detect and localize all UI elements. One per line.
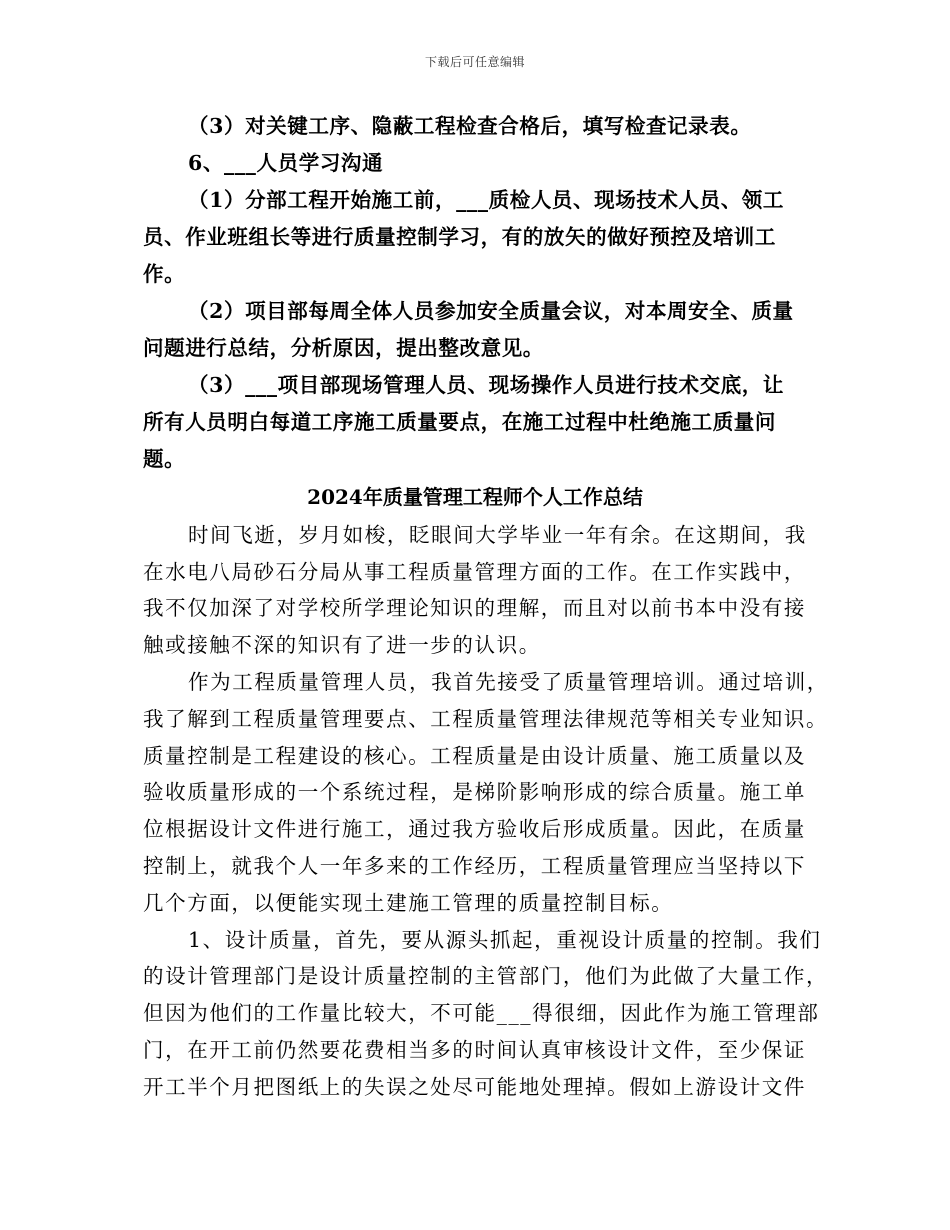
text-line: 触或接触不深的知识有了进一步的认识。 bbox=[143, 633, 541, 657]
text-line: 开工半个月把图纸上的失误之处尽可能地处理掉。假如上游设计文件 bbox=[143, 1075, 806, 1099]
text-line: 几个方面，以便能实现土建施工管理的质量控制目标。 bbox=[143, 891, 674, 915]
text-line: （3）对关键工序、隐蔽工程检查合格后，填写检查记录表。 bbox=[188, 114, 752, 138]
text-line: 题。 bbox=[143, 447, 186, 471]
text-line: 1、设计质量，首先，要从源头抓起，重视设计质量的控制。我们 bbox=[188, 928, 822, 952]
header-note: 下载后可任意编辑 bbox=[424, 55, 525, 69]
text-line: 我不仅加深了对学校所学理论知识的理解，而且对以前书本中没有接 bbox=[143, 596, 806, 620]
text-line: （2）项目部每周全体人员参加安全质量会议，对本周安全、质量 bbox=[188, 299, 794, 323]
text-line: 控制上，就我个人一年多来的工作经历，工程质量管理应当坚持以下 bbox=[143, 854, 806, 878]
text-line: 门，在开工前仍然要花费相当多的时间认真审核设计文件，至少保证 bbox=[143, 1038, 806, 1062]
text-line: 时间飞逝，岁月如梭，眨眼间大学毕业一年有余。在这期间，我 bbox=[188, 523, 807, 547]
section-heading: 6、___人员学习沟通 bbox=[188, 151, 384, 175]
article-title: 2024年质量管理工程师个人工作总结 bbox=[307, 485, 643, 509]
text-line: 但因为他们的工作量比较大，不可能___得很细，因此作为施工管理部 bbox=[143, 1001, 820, 1025]
text-line: 作。 bbox=[143, 262, 186, 286]
text-line: 质量控制是工程建设的核心。工程质量是由设计质量、施工质量以及 bbox=[143, 744, 806, 768]
text-line: 我了解到工程质量管理要点、工程质量管理法律规范等相关专业知识。 bbox=[143, 707, 829, 731]
text-line: 员、作业班组长等进行质量控制学习，有的放矢的做好预控及培训工 bbox=[143, 225, 776, 249]
text-line: 位根据设计文件进行施工，通过我方验收后形成质量。因此，在质量 bbox=[143, 817, 806, 841]
text-line: （3）___项目部现场管理人员、现场操作人员进行技术交底，让 bbox=[188, 373, 785, 397]
text-line: 问题进行总结，分析原因，提出整改意见。 bbox=[143, 336, 544, 360]
text-line: 在水电八局砂石分局从事工程质量管理方面的工作。在工作实践中， bbox=[143, 560, 806, 584]
text-line: 作为工程质量管理人员，我首先接受了质量管理培训。通过培训， bbox=[188, 670, 829, 694]
text-line: 的设计管理部门是设计质量控制的主管部门，他们为此做了大量工作， bbox=[143, 964, 829, 988]
text-line: 所有人员明白每道工序施工质量要点，在施工过程中杜绝施工质量问 bbox=[143, 410, 776, 434]
text-line: 验收质量形成的一个系统过程，是梯阶影响形成的综合质量。施工单 bbox=[143, 780, 806, 804]
text-line: （1）分部工程开始施工前，___质检人员、现场技术人员、领工 bbox=[188, 188, 785, 212]
